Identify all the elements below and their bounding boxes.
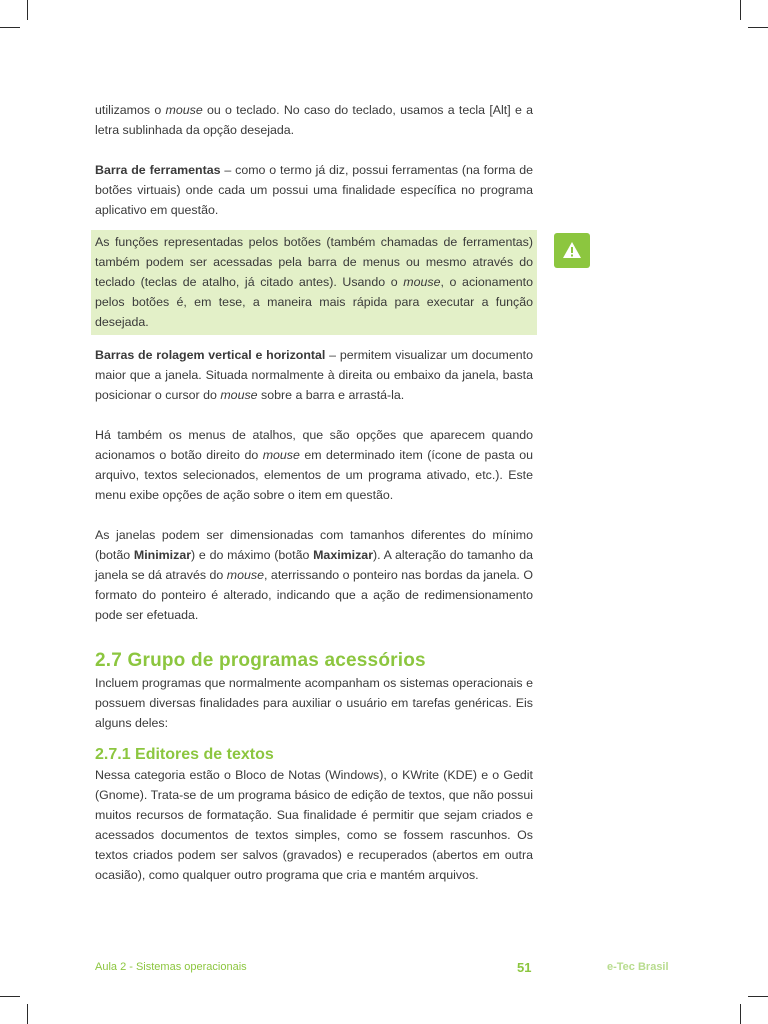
text-run: , o acionamento pelos botões é, em tese, a maneira mais rápida para executar a função desejada. xyxy=(95,275,534,329)
section-heading: 2.7 Grupo de programas acessórios xyxy=(95,650,426,671)
crop-mark xyxy=(740,0,741,20)
text-run: em determinado item (ícone de pasta ou arquivo, textos selecionados, elementos de um programa ativado, etc.). Este menu exibe opções de ação sobre o item em questão. xyxy=(95,448,533,502)
footer-brand: e-Tec Brasil xyxy=(607,961,669,973)
text-run: – permitem visualizar um documento maior que a janela. Situada normalmente à direita ou embaixo da janela, basta posicionar o cursor do xyxy=(95,348,533,402)
bold-term: Barras de rolagem vertical e horizontal xyxy=(95,348,326,362)
paragraph-window-resize xyxy=(95,525,533,625)
paragraph-scrollbars xyxy=(95,345,533,405)
text-run: utilizamos o xyxy=(95,103,166,117)
paragraph-shortcut-menus xyxy=(95,425,533,505)
text-run: ). A alteração do tamanho da janela se dá através do xyxy=(95,548,533,582)
crop-mark xyxy=(740,1004,741,1024)
note-box xyxy=(91,230,537,335)
paragraph-accessories-intro xyxy=(95,673,533,733)
warning-icon xyxy=(554,233,590,268)
bold-term: Maximizar xyxy=(313,548,374,562)
text-run: As janelas podem ser dimensionadas com tamanhos diferentes do mínimo (botão xyxy=(95,528,533,562)
footer-lesson: Aula 2 - Sistemas operacionais xyxy=(95,961,247,973)
page-number: 51 xyxy=(517,960,532,975)
text-run: ou o teclado. No caso do teclado, usamos a tecla [Alt] e a letra sublinhada da opção desejada. xyxy=(95,103,533,137)
text-run: Incluem programas que normalmente acompanham os sistemas operacionais e possuem diversas finalidades para auxiliar o usuário em tarefas genéricas. Eis alguns deles: xyxy=(95,676,533,730)
italic-term: mouse xyxy=(165,103,203,117)
page-body xyxy=(95,100,533,885)
text-run: Nessa categoria estão o Bloco de Notas (Windows), o KWrite (KDE) e o Gedit (Gnome). Trata-se de um programa básico de edição de textos, que não possui muitos recursos de formatação. Sua finalidade é permitir que sejam criados e acessados documentos de textos simples, como se fossem rascunhos. Os textos criados podem ser salvos (gravados) e recuperados (abertos em outra ocasião), como qualquer outro programa que cria e mantém arquivos. xyxy=(95,768,533,882)
text-run: Há também os menus de atalhos, que são opções que aparecem quando acionamos o botão direito do xyxy=(95,428,533,462)
text-run: ) e do máximo (botão xyxy=(191,548,314,562)
text-run: sobre a barra e arrastá-la. xyxy=(257,388,405,402)
paragraph-text-editors xyxy=(95,765,533,885)
text-run: , aterrissando o ponteiro nas bordas da janela. O formato do ponteiro é alterado, indicando que a ação de redimensionamento pode ser efetuada. xyxy=(95,568,533,622)
crop-mark xyxy=(0,996,20,997)
paragraph-toolbar xyxy=(95,160,533,220)
bold-term: Barra de ferramentas xyxy=(95,163,221,177)
subsection-heading: 2.7.1 Editores de textos xyxy=(95,746,274,763)
note-text xyxy=(95,232,533,332)
crop-mark xyxy=(748,996,768,997)
italic-term: mouse xyxy=(262,448,300,462)
crop-mark xyxy=(27,0,28,20)
crop-mark xyxy=(748,27,768,28)
italic-term: mouse xyxy=(226,568,264,582)
text-run: As funções representadas pelos botões (também chamadas de ferramentas) também podem ser acessadas pela barra de menus ou mesmo através do teclado (teclas de atalho, já citado antes). Usando o xyxy=(95,235,533,289)
bold-term: Minimizar xyxy=(133,548,192,562)
paragraph-keyboard-access xyxy=(95,100,533,140)
crop-mark xyxy=(0,27,20,28)
italic-term: mouse xyxy=(220,388,258,402)
text-run: – como o termo já diz, possui ferramentas (na forma de botões virtuais) onde cada um possui uma finalidade específica no programa aplicativo em questão. xyxy=(95,163,533,217)
crop-mark xyxy=(27,1004,28,1024)
italic-term: mouse xyxy=(403,275,441,289)
